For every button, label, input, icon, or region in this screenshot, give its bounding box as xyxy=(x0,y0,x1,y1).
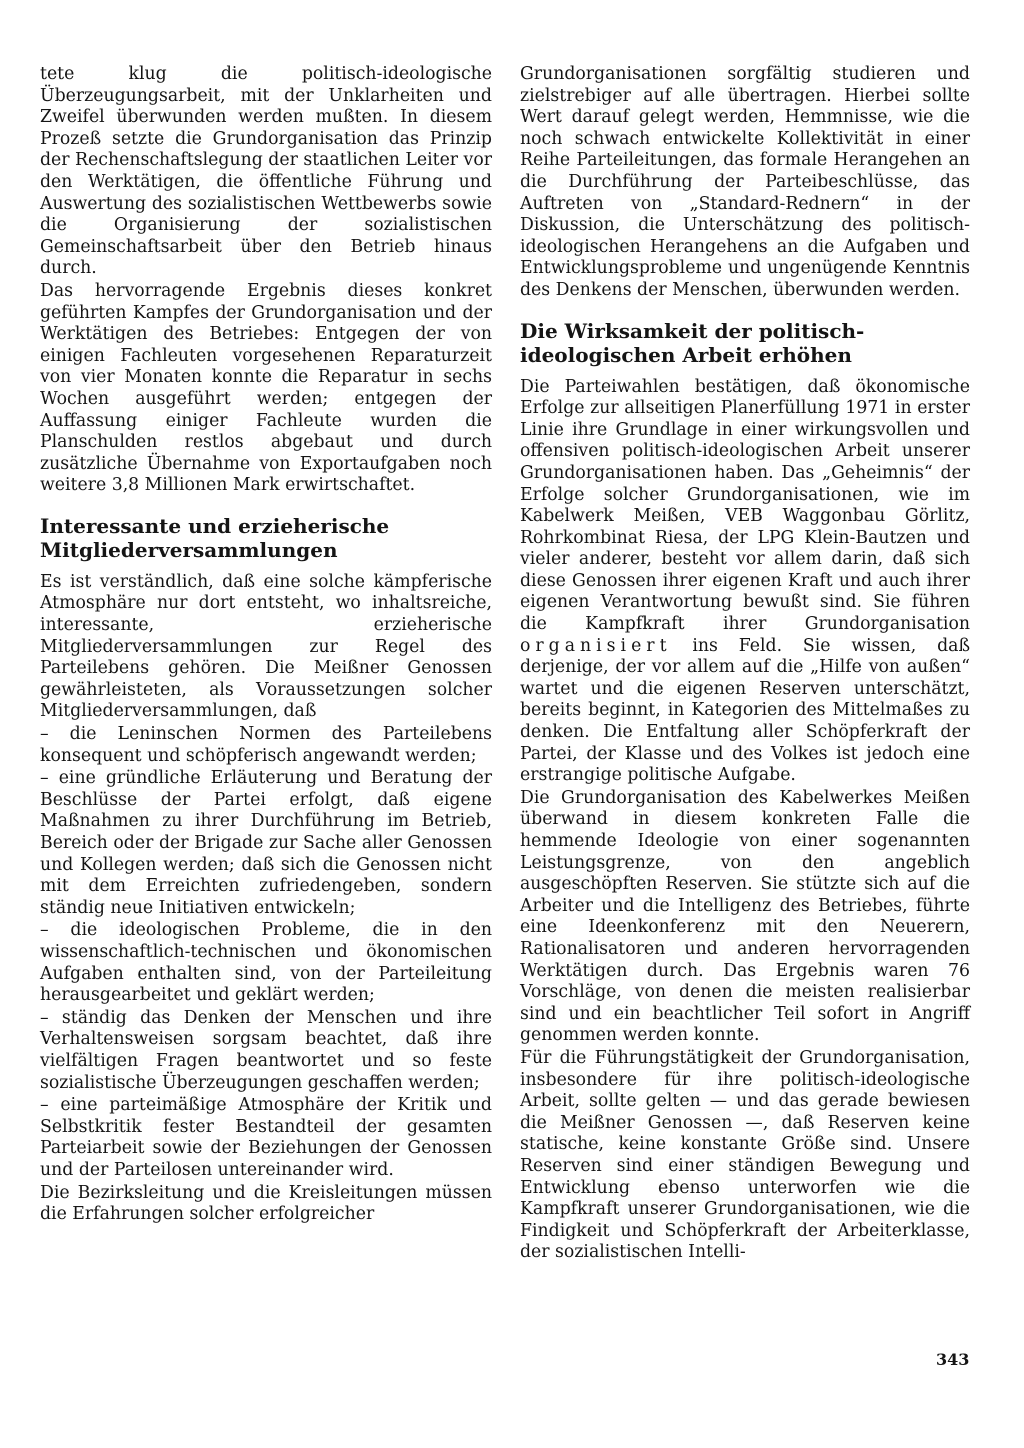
emphasized-word: organisiert xyxy=(520,635,672,656)
paragraph: Die Grundorganisation des Kabelwerkes Meißen überwand in diesem konkreten Falle die hemmende Ideologie von einer sogenannten Leistungsgrenze, von den angeblich ausgeschöpften Reserven. Sie stützte sich auf die Arbeiter und die Intelligenz des Betriebes, führte eine Ideenkonferenz mit den Neuerern, Rationalisatoren und anderen hervorragenden Werktätigen durch. Das Ergebnis waren 76 Vorschläge, von denen die meisten realisierbar sind und ein beachtlicher Teil sofort in Angriff genommen werden konnte. xyxy=(520,787,970,1046)
list-item: – eine gründliche Erläuterung und Beratung der Beschlüsse der Partei erfolgt, daß eigene Maßnahmen zu ihrer Durchführung im Betrieb, Bereich oder der Brigade zur Sache aller Genossen und Kollegen werden; daß sich die Genossen nicht mit dem Erreichten zufriedengeben, sondern ständig neue Initiativen entwickeln; xyxy=(40,768,492,918)
paragraph: tete klug die politisch-ideologische Überzeugungsarbeit, mit der Unklarheiten und Zweifel überwunden werden mußten. In diesem Prozeß setzte die Grundorganisation das Prinzip der Rechenschaftslegung der staatlichen Leiter vor den Werktätigen, die öffentliche Führung und Auswertung des sozialistischen Wettbewerbs sowie die Organisierung der sozialistischen Gemeinschaftsarbeit über den Betrieb hinaus durch. xyxy=(40,64,492,279)
section-heading: Die Wirksamkeit der politisch-ideologischen Arbeit erhöhen xyxy=(520,318,865,367)
left-column xyxy=(40,64,492,1227)
paragraph-text: Die Parteiwahlen bestätigen, daß ökonomische Erfolge zur allseitigen Planerfüllung 1971 in erster Linie ihre Grundlage in einer wirkungsvollen und offensiven politisch-ideologischen Arbeit unserer Grundorganisationen haben. Das „Geheimnis“ der Erfolge solcher Grundorganisationen, wie im Kabelwerk Meißen, VEB Waggonbau Görlitz, Rohrkombinat Riesa, der LPG Klein-Bautzen und vieler anderer, besteht vor allem darin, daß sich diese Genossen ihrer eigenen Kraft und auch ihrer eigenen Verantwortung bewußt sind. Sie führen die Kampfkraft ihrer Grundorganisation xyxy=(520,376,970,635)
paragraph: Die Bezirksleitung und die Kreisleitungen müssen die Erfahrungen solcher erfolgreicher xyxy=(40,1182,492,1225)
paragraph: Das hervorragende Ergebnis dieses konkret geführten Kampfes der Grundorganisation und der Werktätigen des Betriebes: Entgegen der von einigen Fachleuten vorgesehenen Reparaturzeit von vier Monaten konnte die Reparatur in sechs Wochen ausgeführt werden; entgegen der Auffassung einiger Fachleute wurden die Planschulden restlos abgebaut und durch zusätzliche Übernahme von Exportaufgaben noch weitere 3,8 Millionen Mark erwirtschaftet. xyxy=(40,280,492,496)
paragraph: Grundorganisationen sorgfältig studieren und zielstrebiger auf alle übertragen. Hierbei sollte Wert darauf gelegt werden, Hemmnisse, wie die noch schwach entwickelte Kollektivität in einer Reihe Parteileitungen, das formale Herangehen an die Durchführung der Parteibeschlüsse, das Auftreten von „Standard-Rednern“ in der Diskussion, die Unterschätzung des politisch-ideologischen Herangehens an die Aufgaben und Entwicklungsprobleme und ungenügende Kenntnis des Denkens der Menschen, überwunden werden. xyxy=(520,64,970,300)
page-number: 343 xyxy=(936,1350,970,1369)
list-item: – eine parteimäßige Atmosphäre der Kritik und Selbstkritik fester Bestandteil der gesamten Parteiarbeit sowie der Beziehungen der Genossen und der Parteilosen untereinander wird. xyxy=(40,1095,492,1180)
list-item: – die Leninschen Normen des Parteilebens konsequent und schöpferisch angewandt werden; xyxy=(40,724,492,766)
paragraph-text: ins Feld. Sie wissen, daß derjenige, der vor allem auf die „Hilfe von außen“ wartet und die eigenen Reserven unterschätzt, bereits beginnt, in Kategorien des Mittelmaßes zu denken. Die Entfaltung aller Schöpferkraft der Partei, der Klasse und des Volkes ist jedoch eine erstrangige politische Aufgabe. xyxy=(520,635,970,786)
list-item: – die ideologischen Probleme, die in den wissenschaftlich-technischen und ökonomischen Aufgaben enthalten sind, von der Parteileitung herausgearbeitet und geklärt werden; xyxy=(40,920,492,1006)
paragraph xyxy=(520,377,970,787)
list-item: – ständig das Denken der Menschen und ihre Verhaltensweisen sorgsam beachtet, daß ihre vielfältigen Fragen beantwortet und so feste sozialistische Überzeugungen geschaffen werden; xyxy=(40,1007,492,1093)
section-heading: Interessante und erzieherische Mitgliederversammlungen xyxy=(40,513,390,562)
paragraph: Es ist verständlich, daß eine solche kämpferische Atmosphäre nur dort entsteht, wo inhaltsreiche, interessante, erzieherische Mitgliederversammlungen zur Regel des Parteilebens gehören. Die Meißner Genossen gewährleisteten, als Voraussetzungen solcher Mitgliederversammlungen, daß xyxy=(40,571,492,722)
paragraph: Für die Führungstätigkeit der Grundorganisation, insbesondere für ihre politisch-ideologische Arbeit, sollte gelten — und das gerade bewiesen die Meißner Genossen —, daß Reserven keine statische, keine konstante Größe sind. Unsere Reserven sind einer ständigen Bewegung und Entwicklung ebenso unterworfen wie die Kampfkraft unserer Grundorganisationen, wie die Findigkeit und Schöpferkraft der Arbeiterklasse, der sozialistischen Intelli- xyxy=(520,1047,970,1263)
right-column xyxy=(520,64,970,1265)
